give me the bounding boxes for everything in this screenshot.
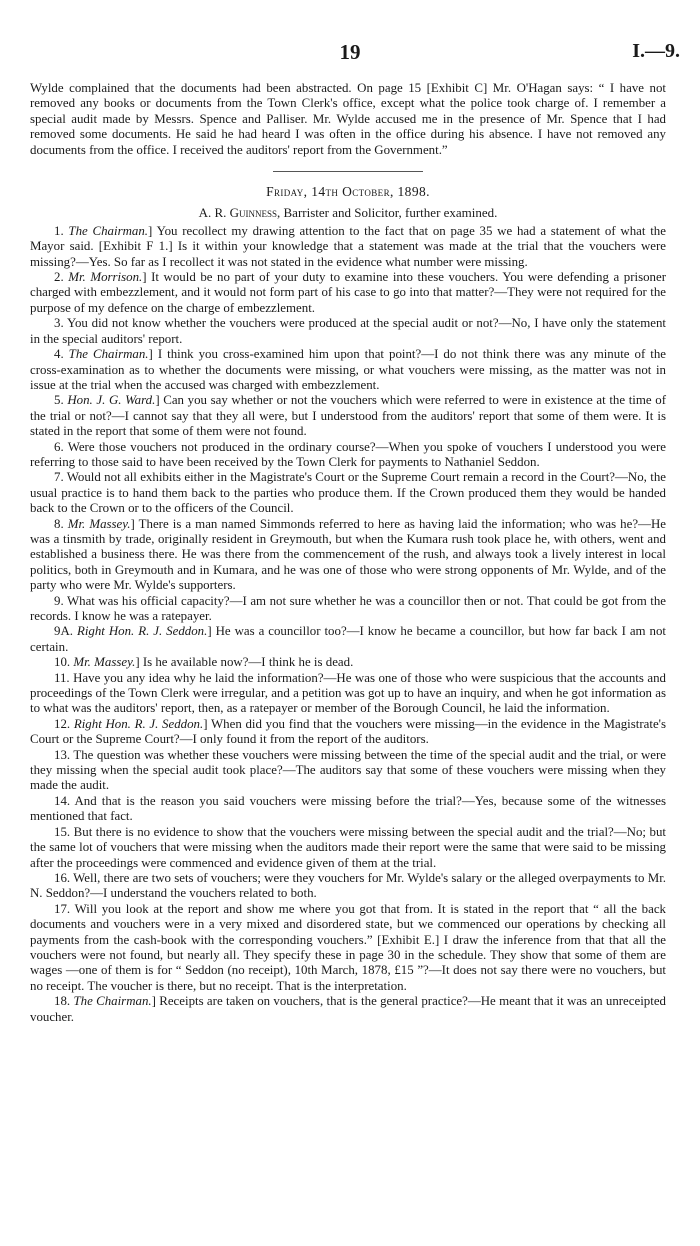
page-number: 19 [339, 40, 361, 64]
question-text: But there is no evidence to show that the vouchers were missing between the special audit and the trial?—No; but the same lot of vouchers that were missing when the auditors made their report were the same that were said to be missing after the proceedings were commenced and evidence given of them at the trial. [30, 824, 666, 870]
question-text: ] There is a man named Simmonds referred to here as having laid the information; who was he?—He was a tinsmith by trade, originally resident in Greymouth, but when the Kumara rush took place he, with others, went and established a business there. He was there from the commencement of the rush, and always took a lively interest in local politics, both in Greymouth and in Kumara, and he was one of those who were strong opponents of Mr. Wylde, and of the party who were Mr. Wylde's supporters. [30, 516, 666, 593]
question-number: 6. [54, 439, 64, 454]
question-text: Well, there are two sets of vouchers; were they vouchers for Mr. Wylde's salary or the alleged overpayments to Mr. N. Seddon?—I understand the vouchers related to both. [30, 870, 666, 901]
speaker-name: The Chairman. [68, 347, 149, 362]
question-number: 3. [54, 316, 64, 331]
question-number: 13. [54, 747, 71, 762]
question-text: You did not know whether the vouchers were produced at the special audit or not?—No, I have only the statement in the special auditors' report. [30, 316, 666, 346]
question-paragraph [30, 748, 666, 794]
question-list [30, 224, 666, 1025]
question-number: 1. [54, 223, 64, 238]
question-paragraph [30, 825, 666, 871]
witness-name: A. R. Guinness [198, 205, 278, 221]
page-header [0, 40, 700, 70]
question-number: 16. [54, 870, 71, 885]
speaker-name: Right Hon. R. J. Seddon. [76, 624, 208, 639]
question-paragraph [30, 440, 666, 471]
question-paragraph [30, 717, 666, 748]
question-text: The question was whether these vouchers were missing between the time of the special audit and the trial, or were they missing when the special audit took place?—The auditors say that some of these vouchers were missing when they made the audit. [30, 747, 666, 793]
question-paragraph [30, 594, 666, 625]
question-paragraph [30, 224, 666, 270]
question-number: 10. [54, 655, 71, 670]
question-number: 9. [54, 593, 64, 608]
question-number: 5. [54, 393, 64, 408]
question-text: ] He was a councillor too?—I know he became a councillor, but how far back I am not certain. [30, 624, 667, 654]
speaker-name: Hon. J. G. Ward. [67, 393, 156, 408]
speaker-name: Right Hon. R. J. Seddon. [73, 716, 204, 731]
question-text: ] Is he available now?—I think he is dead. [135, 655, 354, 670]
section-divider [273, 171, 423, 172]
question-paragraph [30, 393, 666, 439]
question-text: ] Can you say whether or not the vouchers which were referred to were in existence at the time of the trial or not?—I cannot say that they all were, but I understood from the auditors' report that some of them were. It is stated in the report that some of them were not found. [30, 393, 666, 439]
speaker-name: Mr. Massey. [73, 655, 136, 670]
page-body [30, 81, 666, 1025]
question-paragraph [30, 794, 666, 825]
question-paragraph [30, 994, 666, 1025]
intro-paragraph: Wylde complained that the documents had been abstracted. On page 15 [Exhibit C] Mr. O'Hagan says: “ I have not removed any books or documents from the Town Clerk's office, except what the police took charge of. I remember a special audit made by Messrs. Spence and Palliser. Mr. Wylde accused me in the presence of Mr. Spence that I had removed some documents. He said he had heard I was often in the office during his absence. I have not removed any documents from the office. I received the auditors' report from the Government.” [30, 81, 666, 157]
question-text: ] It would be no part of your duty to examine into these vouchers. You were defending a prisoner charged with embezzlement, and it would not form part of his case to go into that matter?—They were not required for the purpose of my defence on the charge of embezzlement. [30, 270, 666, 315]
question-paragraph [30, 517, 666, 594]
question-number: 8. [54, 516, 64, 531]
question-paragraph [30, 902, 666, 994]
question-number: 9A. [54, 624, 73, 639]
question-number: 18. [54, 994, 71, 1009]
question-paragraph [30, 624, 666, 655]
speaker-name: The Chairman. [73, 994, 152, 1009]
question-number: 14. [54, 793, 71, 808]
date-heading: Friday, 14th October, 1898. [266, 184, 430, 200]
question-paragraph [30, 470, 666, 516]
question-paragraph [30, 270, 666, 316]
question-text: Were those vouchers not produced in the ordinary course?—When you spoke of vouchers I understood you were referring to those said to have been received by the Town Clerk for payments to Nathaniel Seddon. [30, 439, 666, 469]
question-number: 11. [54, 670, 70, 685]
speaker-name: Mr. Massey. [67, 516, 131, 531]
question-paragraph [30, 316, 666, 347]
question-text: Will you look at the report and show me where you got that from. It is stated in the report that “ all the back documents and vouchers were in a very mixed and disordered state, but we commenced our operations by checking all payments from the cash-book with the corresponding vouchers.” [Exhibit E.] I draw the inference from that that all the vouchers were not found, but nearly all. They specify these in page 30 in the schedule. They show that some of them are wages —one of them is for “ Seddon (no receipt), 10th March, 1878, £15 ”?—It does not say there were no vouchers, but no receipt. The voucher is there, but no receipt. That is the interpretation. [30, 901, 666, 993]
question-paragraph [30, 871, 666, 902]
question-text: ] When did you find that the vouchers were missing—in the evidence in the Magistrate's Court or the Supreme Court?—I only found it from the report of the auditors. [30, 716, 666, 747]
document-series-number: I.—9. [632, 40, 680, 62]
question-text: And that is the reason you said vouchers were missing before the trial?—Yes, because some of the witnesses mentioned that fact. [30, 793, 667, 824]
witness-line [30, 205, 666, 220]
question-text: ] I think you cross-examined him upon that point?—I do not think there was any minute of the cross-examination as to whether the documents were missing, or what vouchers were missing, as the matter was not in issue at the trial when the accused was charged with embezzlement. [30, 347, 666, 392]
question-paragraph [30, 671, 666, 717]
question-paragraph [30, 347, 666, 393]
question-text: Would not all exhibits either in the Magistrate's Court or the Supreme Court remain a record in the Court?—No, the usual practice is to hand them back to the parties who produce them. If the Crown produced them they would be handed back to the Crown or to the officers of the Council. [30, 470, 666, 516]
question-text: Have you any idea why he laid the information?—He was one of those who were suspicious that the accounts and proceedings of the Town Clerk were irregular, and a petition was got up to have an inquiry, and when he got information as to what was the auditors' report, then, as a ratepayer or member of the Borough Council, he laid the information. [30, 670, 666, 716]
question-text: ] You recollect my drawing attention to the fact that on page 35 we had a statement of what the Mayor said. [Exhibit F 1.] Is it within your knowledge that a statement was made at the trial that the vouchers were missing?—Yes. So far as I recollect it was not stated in the evidence what number were missing. [30, 223, 666, 269]
question-number: 15. [54, 824, 71, 839]
witness-description: , Barrister and Solicitor, further examined. [277, 205, 498, 221]
question-number: 4. [54, 347, 64, 362]
question-number: 7. [54, 470, 64, 485]
question-paragraph [30, 655, 666, 670]
question-number: 2. [54, 270, 64, 285]
speaker-name: The Chairman. [68, 223, 149, 238]
question-number: 17. [54, 901, 71, 916]
question-text: ] Receipts are taken on vouchers, that is the general practice?—He meant that it was an unreceipted voucher. [30, 994, 666, 1024]
question-text: What was his official capacity?—I am not sure whether he was a councillor then or not. That could be got from the records. I know he was a ratepayer. [30, 593, 666, 623]
question-number: 12. [54, 716, 71, 731]
speaker-name: Mr. Morrison. [68, 270, 143, 285]
